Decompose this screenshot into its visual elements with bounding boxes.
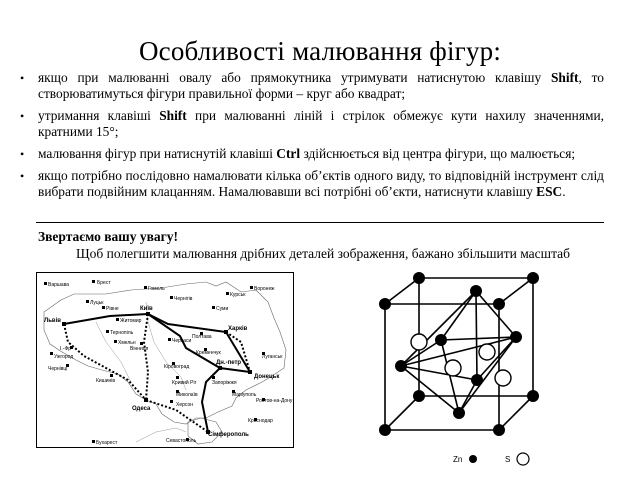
city-label: Кременчук [196, 350, 221, 356]
city-label: Луцьк [90, 300, 104, 306]
city-label: Хмельн [118, 340, 136, 346]
key-name: Shift [550, 70, 579, 85]
bullet-text: при малюванні ліній і стрілок обмежує кути нахилу значеннями, кратними 15°; [38, 108, 604, 139]
city-label: Вінниця [130, 346, 149, 352]
city-label: Харків [228, 326, 248, 332]
city-label: Маріуполь [232, 392, 257, 398]
city-label: Кіровоград [164, 364, 190, 370]
city-label: Бухарест [96, 440, 118, 446]
note-title: Звертаємо вашу увагу! [38, 229, 178, 244]
divider [36, 222, 604, 223]
bullet-list [14, 70, 604, 206]
city-label: Дн.-петр [216, 360, 242, 366]
city-label: Ужгород [54, 354, 74, 360]
bullet-item [14, 168, 604, 200]
city-label: Курськ [230, 292, 246, 298]
slide-title: Особливості малювання фігур: [138, 36, 502, 66]
legend-s-marker [517, 453, 529, 465]
bullet-text: здійснюється від центра фігури, що малюється; [300, 146, 576, 161]
city-label: Суми [216, 306, 229, 312]
city-label: Одеса [132, 406, 151, 412]
bullet-text: малювання фігур при натиснутій клавіші [38, 146, 277, 161]
city-label: Севастополь [166, 438, 197, 444]
city-label: Рівне [106, 306, 119, 312]
key-name: Ctrl [276, 146, 301, 161]
bullet-item [14, 108, 604, 140]
legend-s-label: S [505, 455, 511, 464]
city-label: Чернівці [48, 366, 68, 372]
ukraine-route-map [36, 272, 294, 448]
bullet-text: утримання клавіші [38, 108, 160, 123]
city-label: Київ [140, 306, 153, 312]
legend [453, 453, 529, 465]
city-label: Житомир [120, 318, 142, 324]
bullet-item [14, 146, 604, 162]
bullet-text: , то створюватимуться фігури правильної форми – круг або квадрат; [38, 70, 604, 101]
city-label: Кривий Ріг [172, 380, 197, 386]
bullet-text: . [562, 184, 566, 199]
city-label: Ростов-на-Дону [256, 398, 293, 404]
bullet-item [14, 70, 604, 102]
city-label: Краснодар [248, 418, 273, 424]
bullet-text: якщо при малюванні овалу або прямокутника утримувати натиснутою клавішу [38, 70, 551, 85]
city-label: Брест [97, 280, 111, 286]
key-name: Shift [159, 108, 187, 123]
city-label: Воронеж [254, 286, 275, 292]
city-label: Луганськ [262, 354, 283, 360]
city-label: Миколаїв [176, 392, 198, 398]
city-label: Донецьк [254, 374, 280, 380]
crystal-lattice-diagram [375, 270, 560, 470]
city-label: Тернопіль [110, 330, 134, 336]
legend-zn-marker [469, 455, 477, 463]
city-label: Львів [44, 318, 61, 324]
city-label: Чернігів [174, 296, 193, 302]
note-text: Щоб полегшити малювання дрібних деталей зображення, бажано збільшити масштаб [76, 246, 570, 261]
bullet-text: якщо потрібно послідовно намалювати кілька об’єктів одного виду, то відповідній інструмент слід вибрати подвійним клацанням. Намалювавши всі потрібні об’єкти, натиснути клавішу [38, 168, 604, 199]
legend-zn-label: Zn [453, 455, 463, 464]
city-label: Полтава [192, 334, 212, 340]
city-label: Херсон [176, 402, 193, 408]
city-label: Запоріжжя [212, 380, 237, 386]
city-label: Гомель [148, 286, 165, 292]
city-label: Кишинів [96, 378, 116, 384]
key-name: ESC [536, 184, 563, 199]
city-label: Сімферополь [208, 432, 249, 438]
city-label: І.-Фр [60, 346, 72, 352]
city-label: Черкаси [172, 338, 192, 344]
city-label: Варшава [48, 282, 70, 288]
